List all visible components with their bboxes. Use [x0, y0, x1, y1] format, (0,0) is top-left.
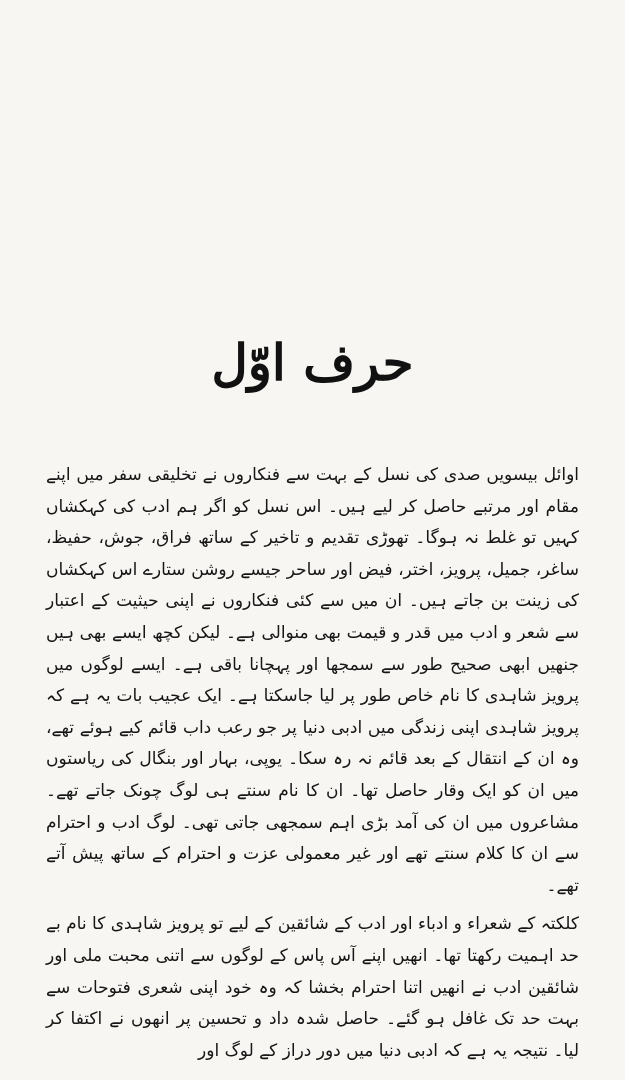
paragraph-1: اوائل بیسویں صدی کی نسل کے بہت سے فنکاروں نے تخلیقی سفر میں اپنے مقام اور مرتبے حاصل کر لیے ہیں۔ اس نسل کو اگر ہم ادب کی کہکشاں کہیں تو غلط نہ ہوگا۔ تھوڑی تقدیم و تاخیر کے ساتھ فراق، جوش، حفیظ، ساغر، جمیل، پرویز، اختر، فیض اور ساحر جیسے روشن ستارے اس کہکشاں کی زینت بن جاتے ہیں۔ ان میں سے کئی فنکاروں نے اپنی حیثیت کے اعتبار سے شعر و ادب میں قدر و قیمت بھی منوالی ہے۔ لیکن کچھ ایسے بھی ہیں جنھیں ابھی صحیح طور سے سمجھا اور پہچانا باقی ہے۔ ایسے لوگوں میں پرویز شاہدی کا نام خاص طور پر لیا جاسکتا ہے۔ ایک عجیب بات یہ ہے کہ پرویز شاہدی اپنی زندگی میں ادبی دنیا پر جو رعب داب قائم کیے ہوئے تھے، وہ ان کے انتقال کے بعد قائم نہ رہ سکا۔ یوپی، بہار اور بنگال کی ریاستوں میں ان کو ایک وقار حاصل تھا۔ ان کا نام سنتے ہی لوگ چونک جاتے تھے۔ مشاعروں میں ان کی آمد بڑی اہم سمجھی جاتی تھی۔ لوگ ادب و احترام سے ان کا کلام سنتے تھے اور غیر معمولی عزت و احترام کے ساتھ پیش آتے تھے۔ — [46, 465, 579, 896]
body-text — [46, 460, 579, 1067]
chapter-heading: حرف اوّل — [211, 333, 414, 392]
paragraph-2: کلکتہ کے شعراء و ادباء اور ادب کے شائقین کے لیے تو پرویز شاہدی کا نام بے حد اہمیت رکھتا تھا۔ انھیں اپنے آس پاس کے لوگوں سے اتنی محبت ملی اور شائقین ادب نے انھیں اتنا احترام بخشا کہ وہ خود اپنی شعری فتوحات سے بہت حد تک غافل ہو گئے۔ حاصل شدہ داد و تحسین پر انھوں نے اکتفا کر لیا۔ نتیجہ یہ ہے کہ ادبی دنیا میں دور دراز کے لوگ اور — [46, 914, 579, 1061]
